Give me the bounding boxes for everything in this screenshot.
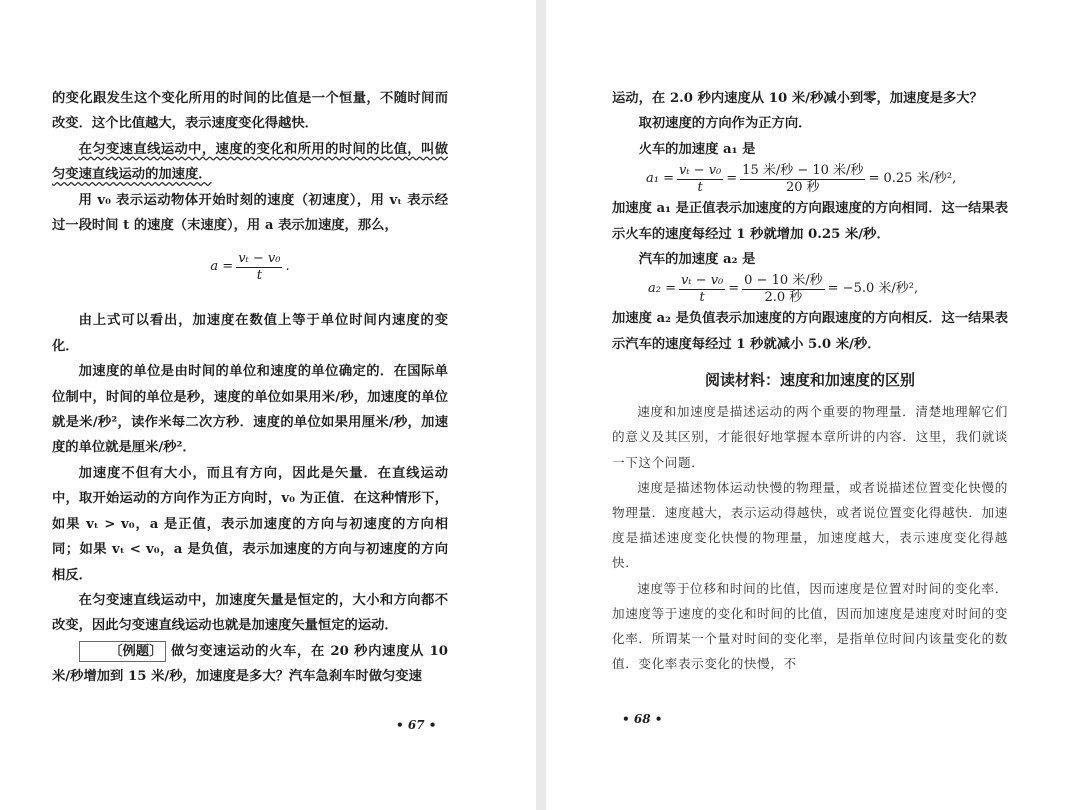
left-column <box>52 86 448 690</box>
formula-numerator: 15 米/秒 − 10 米/秒 <box>742 162 864 178</box>
formula-denominator: 20 秒 <box>785 179 820 195</box>
paragraph: 火车的加速度 a₁ 是 <box>638 141 756 157</box>
reading-paragraph: 速度是描述物体运动快慢的物理量，或者说描述位置变化快慢的物理量．速度越大，表示运动得越快，或者说位置变化得越快．加速度是描述速度变化快慢的物理量，加速度越大，表示速度变化得越快． <box>612 479 1008 571</box>
reading-paragraph: 速度和加速度是描述运动的两个重要的物理量．清楚地理解它们的意义及其区别，才能很好地掌握本章所讲的内容．这里，我们就谈一下这个问题． <box>612 404 1008 470</box>
formula-fraction <box>236 251 282 284</box>
formula-lhs: a₁ = <box>646 171 674 187</box>
example-tag: 〔例题〕 <box>79 641 167 662</box>
example-text: 做匀变速运动的火车，在 20 秒内速度从 10 米/秒增加到 15 米/秒，加速度是多大？汽车急刹车时做匀变速 <box>52 643 448 685</box>
formula-denominator: t <box>699 289 705 305</box>
formula-lhs: a₂ = <box>648 281 676 297</box>
page-number: • 68 • <box>622 712 663 726</box>
formula-lhs: a = <box>210 259 234 275</box>
car-acceleration-formula: a₂ = $\frac{\text{vₜ − v₀}}{t}$ = $\frac{\text{0 − 10 米/秒}}{\text{2.0 秒}}$ = −5.0 米/秒², <box>648 272 919 305</box>
reading-section <box>612 399 1008 676</box>
formula-denominator: t <box>256 267 262 283</box>
paragraph: 取初速度的方向作为正方向． <box>638 116 812 132</box>
formula-end: . <box>285 259 290 275</box>
paragraph: 的变化跟发生这个变化所用的时间的比值是一个恒量，不随时间而改变．这个比值越大，表示速度变化得越快． <box>52 91 448 132</box>
train-acceleration-formula: a₁ = $\frac{\text{vₜ − v₀}}{t}$ = $\frac{\text{15 米/秒 − 10 米/秒}}{\text{20 秒}}$ = 0.25 米/秒², <box>646 162 957 195</box>
example-paragraph <box>52 639 448 690</box>
formula-fraction <box>677 163 723 196</box>
definition-text: 在匀变速直线运动中，速度的变化和所用的时间的比值，叫做匀变速直线运动的加速度． <box>52 141 448 183</box>
paragraph: 加速度不但有大小，而且有方向，因此是矢量．在直线运动中，取开始运动的方向作为正方向时，v₀ 为正值．在这种情形下，如果 vₜ > v₀，a 是正值，表示加速度的方向与初速度的方向相同；如果 vₜ < v₀，a 是负值，表示加速度的方向与初速度的方向相反． <box>52 465 448 583</box>
formula-fraction <box>679 273 725 306</box>
formula-numerator: vₜ − v₀ <box>679 162 722 178</box>
reading-paragraph: 速度等于位移和时间的比值，因而速度是位置对时间的变化率．加速度等于速度的变化和时间的比值，因而加速度是速度对时间的变化率．所谓某一个量对时间的变化率，是指单位时间内该量变化的数值．变化率表示变化的快慢，不 <box>612 580 1008 672</box>
definition-paragraph <box>52 137 448 188</box>
formula-numerator: vₜ − v₀ <box>238 250 281 266</box>
right-column <box>612 86 1008 676</box>
paragraph: 加速度的单位是由时间的单位和速度的单位确定的．在国际单位制中，时间的单位是秒，速度的单位如果用米/秒，加速度的单位就是米/秒²，读作米每二次方秒．速度的单位如果用厘米/秒，加速度的单位就是厘米/秒²． <box>52 364 448 456</box>
reading-title: 阅读材料：速度和加速度的区别 <box>704 371 915 390</box>
paragraph: 用 v₀ 表示运动物体开始时刻的速度（初速度），用 vₜ 表示经过一段时间 t 的速度（末速度），用 a 表示加速度，那么， <box>52 192 448 234</box>
formula-fraction <box>742 273 824 306</box>
formula-result: = 0.25 米/秒², <box>868 171 957 187</box>
acceleration-formula <box>52 242 448 292</box>
paragraph: 在匀变速直线运动中，加速度矢量是恒定的，大小和方向都不改变，因此匀变速直线运动也就是加速度矢量恒定的运动． <box>52 592 448 634</box>
page-number: • 67 • <box>396 718 437 732</box>
formula-denominator: t <box>697 179 703 195</box>
paragraph: 运动，在 2.0 秒内速度从 10 米/秒减小到零，加速度是多大？ <box>612 91 983 106</box>
formula-fraction <box>740 163 865 196</box>
formula-numerator: vₜ − v₀ <box>681 272 724 288</box>
paragraph: 由上式可以看出，加速度在数值上等于单位时间内速度的变化． <box>52 313 448 354</box>
paragraph: 汽车的加速度 a₂ 是 <box>638 252 756 268</box>
left-page <box>0 0 536 810</box>
formula-numerator: 0 − 10 米/秒 <box>744 272 823 288</box>
right-page <box>546 0 1080 810</box>
paragraph: 加速度 a₂ 是负值表示加速度的方向跟速度的方向相反．这一结果表示汽车的速度每经过 1 秒就减小 5.0 米/秒． <box>612 311 1009 352</box>
formula-denominator: 2.0 秒 <box>764 289 803 305</box>
formula-result: = −5.0 米/秒², <box>827 281 919 297</box>
paragraph: 加速度 a₁ 是正值表示加速度的方向跟速度的方向相同．这一结果表示火车的速度每经过 1 秒就增加 0.25 米/秒． <box>612 201 1009 242</box>
